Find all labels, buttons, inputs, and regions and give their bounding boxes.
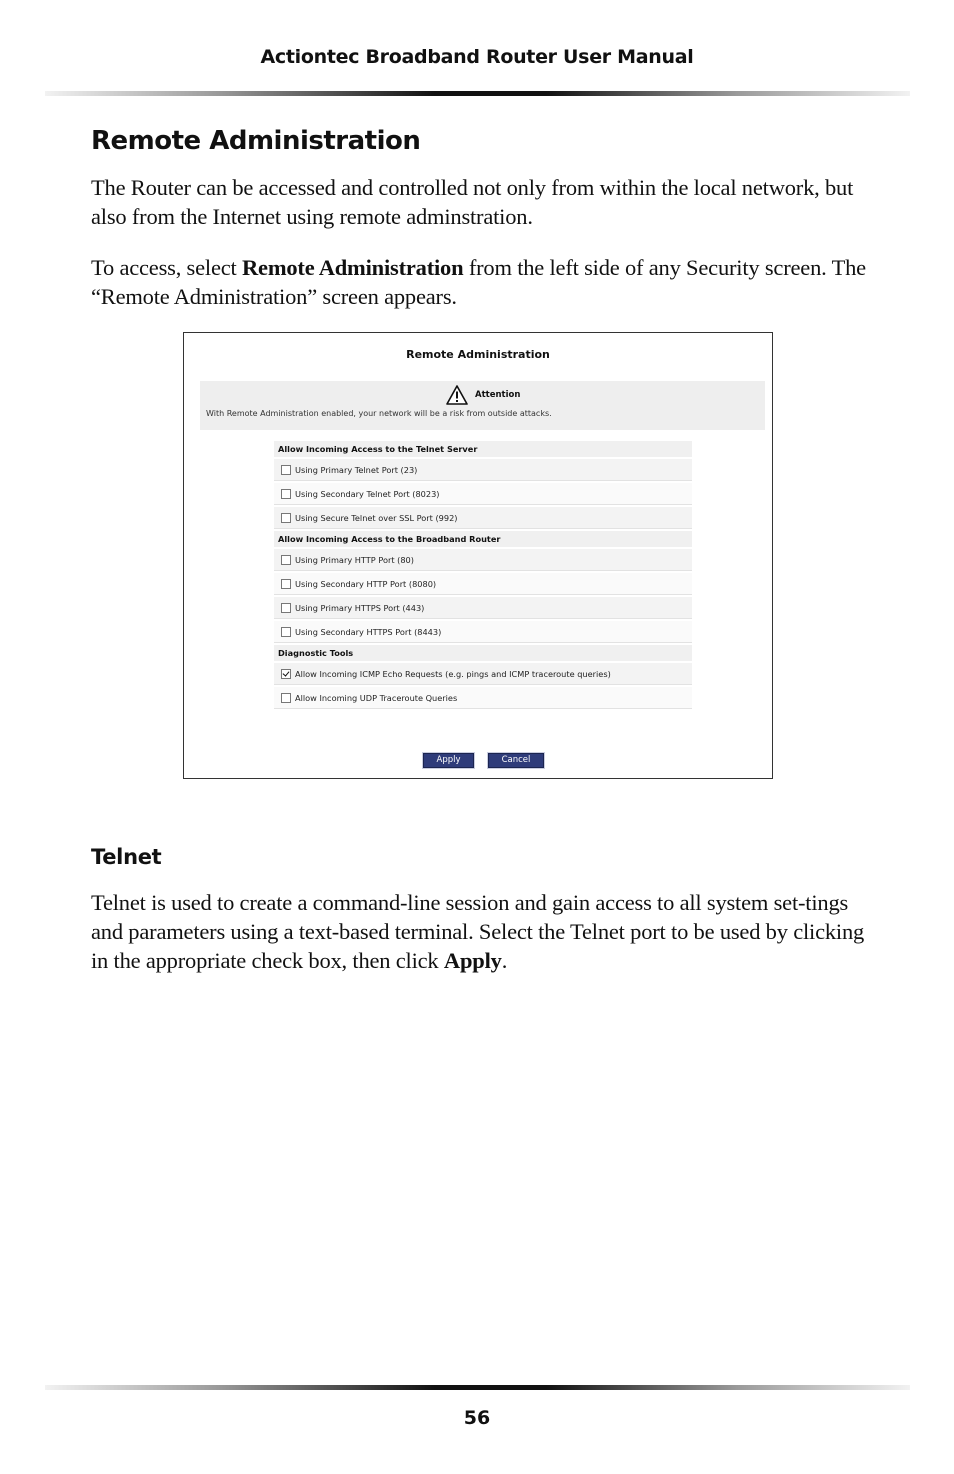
option-row-primary-https <box>274 597 692 619</box>
option-row-primary-telnet <box>274 459 692 481</box>
attention-label: Attention <box>475 390 521 400</box>
telnet-paragraph <box>91 888 871 975</box>
warning-icon <box>446 385 468 405</box>
checkbox-secondary-telnet[interactable] <box>281 489 291 499</box>
option-row-secondary-https <box>274 621 692 643</box>
option-row-icmp-echo <box>274 663 692 685</box>
intro-paragraph: The Router can be accessed and controlled not only from within the local network, but also from the Internet using remote adminstration. <box>91 175 854 229</box>
checkbox-udp-traceroute[interactable] <box>281 693 291 703</box>
footer-rule <box>45 1385 910 1390</box>
telnet-title: Telnet <box>91 845 162 869</box>
checkbox-primary-telnet[interactable] <box>281 465 291 475</box>
option-label: Allow Incoming ICMP Echo Requests (e.g. pings and ICMP traceroute queries) <box>295 668 611 679</box>
option-label: Using Secondary Telnet Port (8023) <box>295 488 440 499</box>
section-title: Remote Administration <box>91 126 421 156</box>
option-row-secure-telnet <box>274 507 692 529</box>
telnet-text-start: Telnet is used to create a command-line session and gain access to all system set-tings and parameters using a text-based terminal. Select the Telnet port to be used by clicking in the appropriate check box, then click <box>91 890 865 973</box>
option-row-primary-http <box>274 549 692 571</box>
access-text-end: from the left side of any Security screen. The “Remote Administration” screen appears. <box>91 255 866 309</box>
group-header-diagnostics: Diagnostic Tools <box>274 645 692 661</box>
telnet-text-bold: Apply <box>443 948 502 973</box>
apply-button[interactable]: Apply <box>423 753 474 768</box>
telnet-text-end: . <box>501 948 508 973</box>
option-row-secondary-http <box>274 573 692 595</box>
group-header-telnet: Allow Incoming Access to the Telnet Server <box>274 441 692 457</box>
checkbox-secondary-http[interactable] <box>281 579 291 589</box>
option-label: Using Secure Telnet over SSL Port (992) <box>295 512 458 523</box>
checkbox-secondary-https[interactable] <box>281 627 291 637</box>
option-row-secondary-telnet <box>274 483 692 505</box>
option-row-udp-traceroute <box>274 687 692 709</box>
access-text-start: To access, select <box>91 255 242 280</box>
group-header-router: Allow Incoming Access to the Broadband Router <box>274 531 692 547</box>
manual-header-title: Actiontec Broadband Router User Manual <box>260 46 694 68</box>
option-label: Using Primary HTTPS Port (443) <box>295 602 425 613</box>
option-label: Using Primary HTTP Port (80) <box>295 554 414 565</box>
page-number: 56 <box>463 1407 491 1429</box>
header-rule <box>45 91 910 96</box>
option-label: Using Secondary HTTP Port (8080) <box>295 578 437 589</box>
checkbox-secure-telnet[interactable] <box>281 513 291 523</box>
access-paragraph <box>91 253 871 311</box>
checkbox-icmp-echo[interactable] <box>281 669 291 679</box>
attention-message: With Remote Administration enabled, your network will be a risk from outside attacks. <box>206 409 552 418</box>
remote-admin-screenshot <box>183 332 773 779</box>
option-label: Using Secondary HTTPS Port (8443) <box>295 626 442 637</box>
checkbox-primary-http[interactable] <box>281 555 291 565</box>
option-label: Using Primary Telnet Port (23) <box>295 464 418 475</box>
attention-box <box>200 381 765 430</box>
options-table <box>274 441 692 711</box>
figure-title: Remote Administration <box>406 348 550 361</box>
access-text-bold: Remote Administration <box>242 255 464 280</box>
option-label: Allow Incoming UDP Traceroute Queries <box>295 692 458 703</box>
checkbox-primary-https[interactable] <box>281 603 291 613</box>
cancel-button[interactable]: Cancel <box>488 753 544 768</box>
